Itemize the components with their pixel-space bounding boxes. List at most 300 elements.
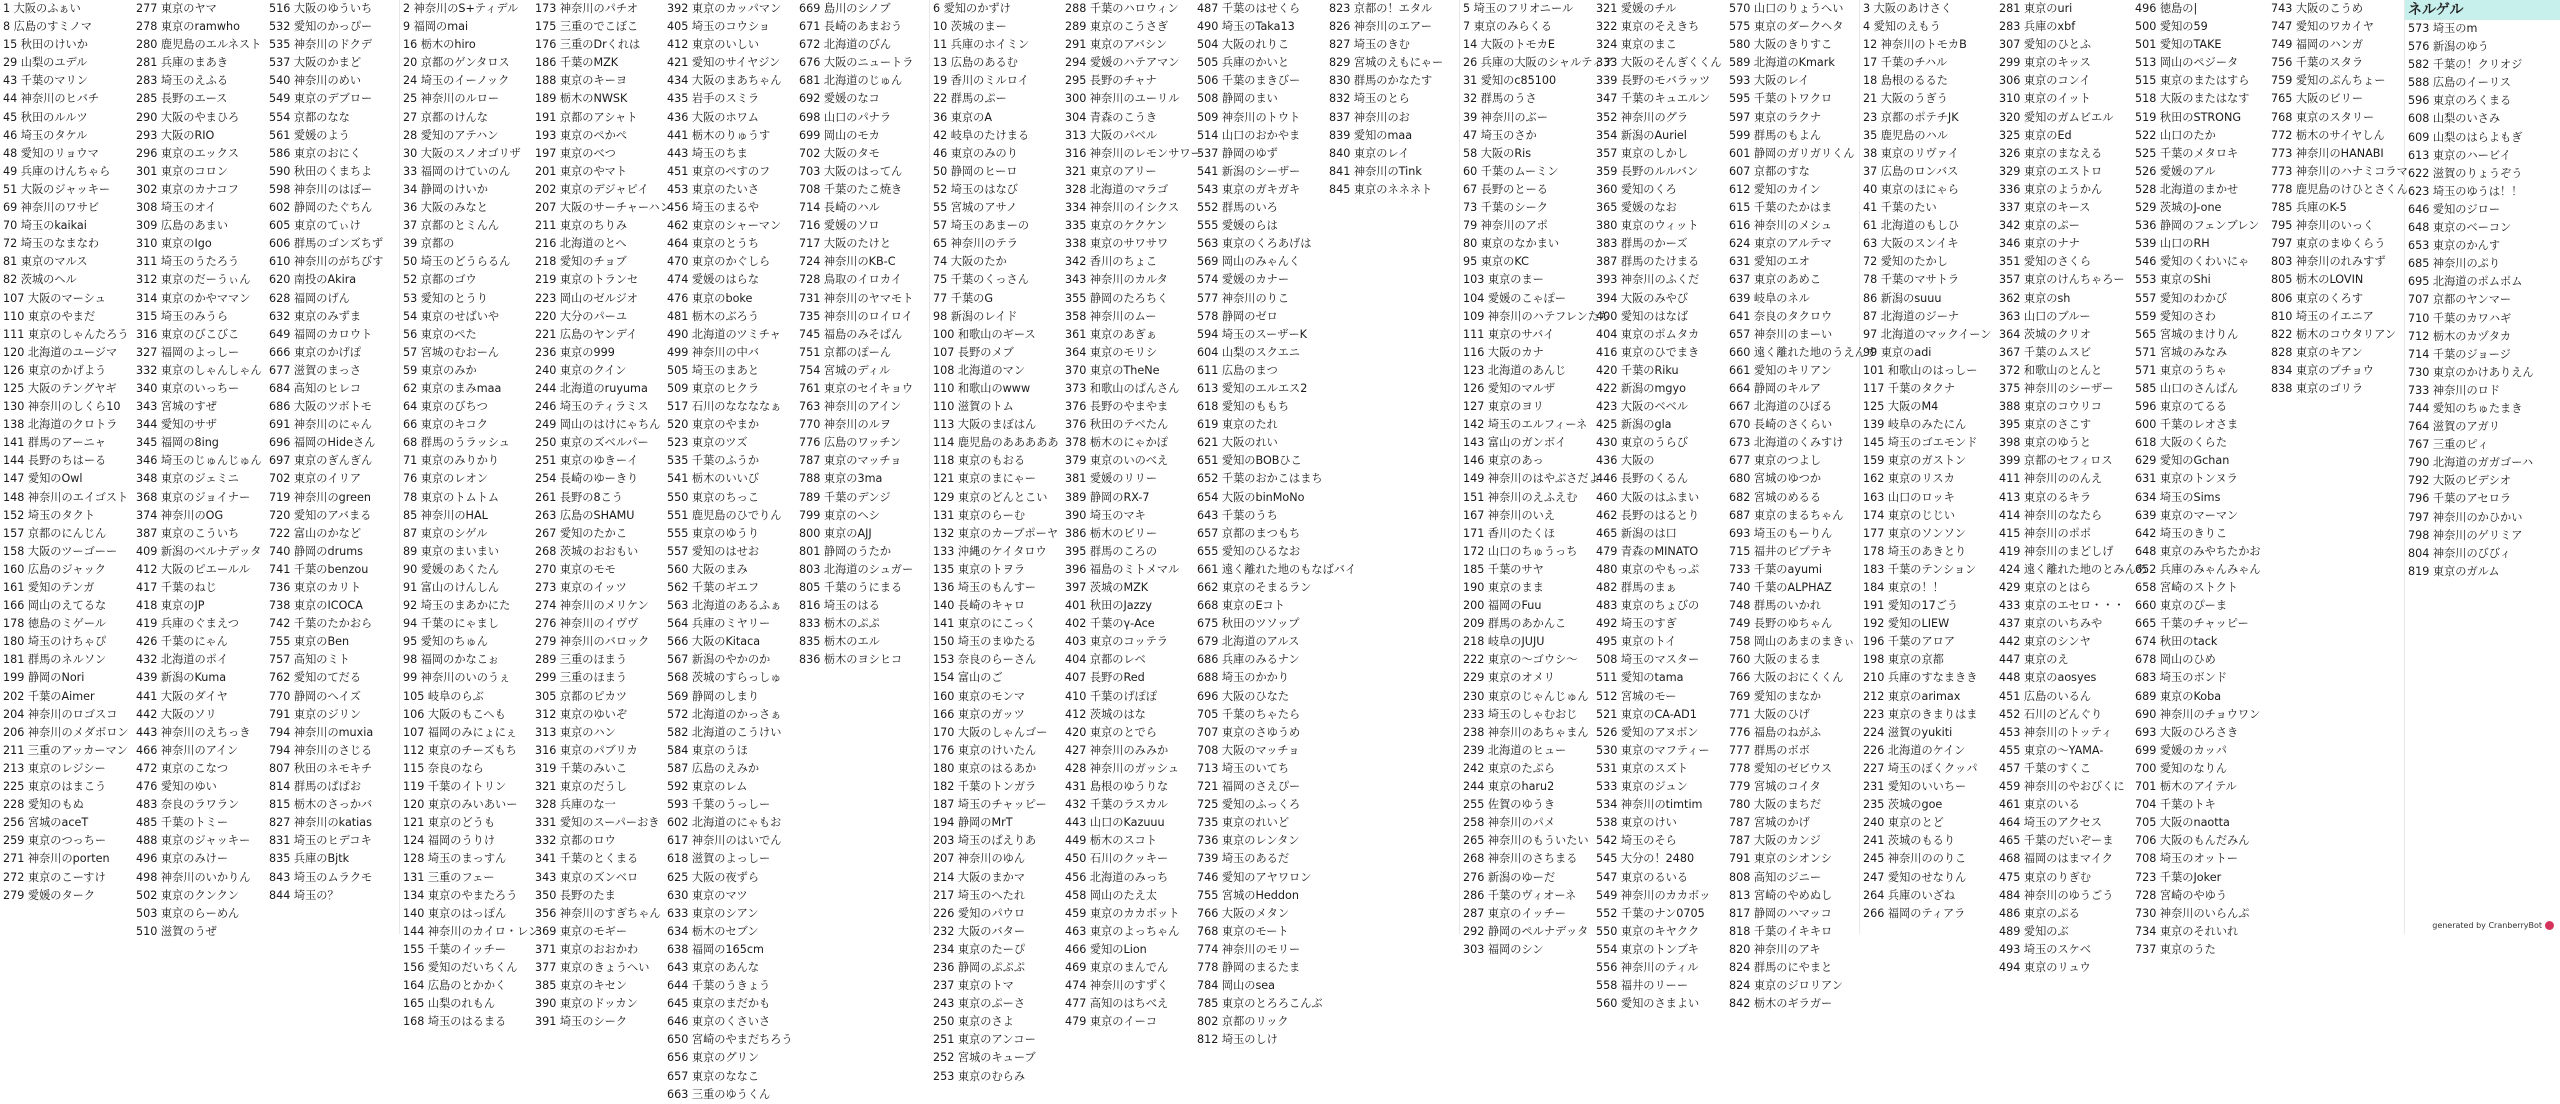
player-entry: 407 長野のRed [1065, 671, 1145, 685]
player-entry: 484 神奈川のゆうごう [1999, 888, 2114, 902]
player-entry: 425 新潟のgla [1596, 418, 1672, 432]
player-entry: 628 福岡のげん [269, 291, 350, 305]
player-entry: 53 愛知のとうり [403, 291, 488, 305]
player-entry: 21 大阪のうぎう [1863, 92, 1948, 106]
player-entry: 310 東京のイット [1999, 92, 2091, 106]
player-entry: 713 埼玉のいてち [1197, 761, 1290, 775]
player-entry: 459 東京のカカボット [1065, 906, 1180, 920]
player-entry: 357 東京のけんちゃろー [1999, 273, 2125, 287]
player-entry: 483 東京のちょびの [1596, 599, 1700, 613]
player-entry: 52 埼玉のはなび [933, 182, 1018, 196]
player-entry: 490 埼玉のTaka13 [1197, 20, 1295, 34]
player-entry: 602 静岡のたぐちん [269, 201, 373, 215]
player-entry: 744 愛知のちゅたまき [2408, 401, 2523, 415]
player-entry: 305 京都のピカツ [535, 689, 628, 703]
player-entry: 549 東京のデブロー [269, 92, 373, 106]
player-entry: 564 兵庫のミヤリー [667, 617, 771, 631]
player-entry: 642 埼玉のきりこ [2135, 526, 2228, 540]
team-section [1460, 0, 1877, 1011]
player-entry: 329 東京のエストロ [1999, 164, 2103, 178]
player-entry: 238 神奈川のあちゃまん [1463, 725, 1589, 739]
player-entry: 140 長崎のキャロ [933, 599, 1026, 613]
player-entry: 185 千葉のサヤ [1463, 562, 1544, 576]
player-entry: 66 東京のキコク [403, 418, 488, 432]
player-entry: 482 群馬のまぁ [1596, 581, 1677, 594]
player-entry: 834 東京のプチョウ [2271, 363, 2374, 377]
player-entry: 754 宮城のディル [799, 363, 891, 377]
player-entry: 34 静岡のけいか [403, 182, 488, 196]
player-entry: 148 神奈川のエイゴスト [3, 490, 129, 504]
player-entry: 119 千葉のイトリン [403, 780, 507, 794]
player-entry: 767 三重のピィ [2408, 438, 2489, 452]
player-entry: 677 滋賀のまっさ [269, 363, 362, 377]
player-entry: 343 東京のズンベロ [535, 870, 639, 884]
player-entry: 78 千葉のマサトラ [1863, 273, 1960, 287]
player-entry: 619 東京のたれ [1197, 418, 1278, 432]
player-entry: 624 東京のアルテマ [1729, 237, 1832, 251]
player-entry: 316 神奈川のレモンサワー [1065, 146, 1202, 160]
player-entry: 641 奈良のタクロウ [1729, 309, 1833, 323]
player-entry: 207 神奈川のゆん [933, 852, 1026, 866]
player-entry: 516 大阪のゆういち [269, 2, 373, 15]
player-entry: 566 大阪のKitaca [667, 635, 761, 649]
player-entry: 551 鹿児島のひでりん [667, 508, 782, 522]
team-roster [1860, 0, 2408, 977]
player-entry: 778 静岡のまるたま [1197, 960, 1301, 974]
player-entry: 609 山梨のはらよもぎ [2408, 130, 2523, 144]
player-entry: 434 大阪のまあちゃん [667, 74, 782, 88]
player-entry: 337 東京のキース [1999, 201, 2091, 215]
player-entry: 196 千葉のアロア [1863, 635, 1956, 649]
player-entry: 320 愛知のガムビエル [1999, 110, 2114, 124]
player-entry: 485 千葉のトミー [136, 816, 229, 830]
player-entry: 760 大阪のまるま [1729, 653, 1822, 667]
player-entry: 496 徳島の| [2135, 2, 2198, 15]
player-entry: 773 神奈川のHANABI [2271, 146, 2384, 160]
player-entry: 743 大阪のこうめ [2271, 2, 2364, 15]
player-entry: 797 東京のまゆくらう [2271, 237, 2386, 251]
player-entry: 517 石川のななななぁ [667, 400, 782, 414]
roster-column [1996, 0, 2147, 977]
player-entry: 187 埼玉のチャッピー [933, 798, 1047, 812]
player-entry: 494 東京のリュウ [1999, 960, 2091, 974]
player-entry: 333 大阪のそんぎくくん [1596, 56, 1722, 70]
player-entry: 550 東京のちっこ [667, 490, 760, 504]
player-entry: 813 宮崎のやめぬし [1729, 888, 1833, 902]
player-entry: 218 愛知のチョブ [535, 255, 627, 269]
player-entry: 443 埼玉のちま [667, 146, 748, 160]
player-entry: 112 東京のチーズもち [403, 743, 517, 757]
player-entry: 660 東京のぴーま [2135, 599, 2228, 613]
team-roster [930, 0, 1459, 1086]
player-entry: 324 東京のまこ [1596, 38, 1677, 52]
player-entry: 686 兵庫のみるナン [1197, 653, 1300, 667]
player-entry: 843 埼玉のムラクモ [269, 870, 373, 884]
player-entry: 136 埼玉のもんすー [933, 581, 1036, 594]
player-entry: 403 東京のコッテラ [1065, 635, 1168, 649]
player-entry: 799 東京のヘシ [799, 508, 880, 522]
player-entry: 442 東京のシンヤ [1999, 635, 2091, 649]
player-entry: 785 東京のとろろこんぶ [1197, 997, 1323, 1011]
player-entry: 845 東京のネネネト [1329, 182, 1433, 196]
player-entry: 264 兵庫のいざね [1863, 888, 1956, 902]
player-entry: 70 埼玉のkaikai [3, 219, 87, 233]
player-entry: 593 千葉のうっしー [667, 798, 771, 812]
player-entry: 355 静岡のたろちく [1065, 291, 1169, 305]
player-entry: 594 埼玉のスーザーK [1197, 327, 1307, 341]
player-entry: 194 静岡のMrT [933, 816, 1013, 830]
player-entry: 560 大阪のまみ [667, 562, 748, 576]
player-entry: 40 東京のほにゃら [1863, 182, 1959, 196]
player-entry: 480 東京のやもっぷ [1596, 562, 1700, 576]
player-entry: 335 東京のケクケン [1065, 219, 1168, 233]
player-entry: 803 北海道のシュガー [799, 562, 914, 576]
player-entry: 449 栃木のスコト [1065, 834, 1158, 848]
player-entry: 213 東京のレジシー [3, 761, 106, 775]
player-entry: 95 東京のKC [1463, 255, 1529, 269]
player-entry: 419 神奈川のまどしげ [1999, 544, 2114, 558]
roster-column [1860, 0, 1996, 977]
player-entry: 721 福岡のさえぴー [1197, 780, 1301, 794]
player-entry: 508 静岡のまい [1197, 92, 1278, 106]
player-entry: 466 神奈川のアイン [136, 743, 239, 757]
player-entry: 830 群馬のかなたす [1329, 74, 1433, 88]
player-entry: 94 千葉のにゃまし [403, 617, 499, 631]
player-entry: 98 福岡のかなこぉ [403, 653, 499, 667]
player-entry: 549 神奈川のカカボッ [1596, 888, 1711, 902]
player-entry: 259 東京のつっちー [3, 834, 107, 848]
player-entry: 216 北海道のとへ [535, 237, 627, 251]
player-entry: 145 埼玉のゴエモンド [1863, 436, 1978, 450]
player-entry: 47 埼玉のさか [1463, 128, 1537, 142]
player-entry: 462 長野のはるとり [1596, 508, 1700, 522]
player-entry: 131 三重のフェー [403, 870, 495, 884]
player-entry: 733 神奈川のロド [2408, 383, 2501, 397]
player-entry: 121 東京のどうも [403, 816, 496, 830]
player-entry: 229 東京のオメリ [1463, 671, 1555, 685]
player-entry: 252 宮城のキューブ [933, 1051, 1036, 1065]
player-entry: 519 秋田のSTRONG [2135, 110, 2242, 124]
player-entry: 82 茨城のヘル [3, 273, 77, 287]
player-entry: 345 福岡の8ing [136, 436, 219, 450]
player-entry: 601 静岡のガリガリくん [1729, 146, 1855, 160]
player-entry: 364 東京のモリシ [1065, 345, 1158, 359]
player-entry: 622 滋賀のりょうぞう [2408, 166, 2523, 180]
player-entry: 672 北海道のびん [799, 38, 892, 52]
player-entry: 316 東京のびこびこ [136, 327, 240, 341]
player-entry: 199 静岡のNori [3, 671, 85, 685]
player-entry: 558 福井のリーー [1596, 979, 1689, 993]
player-entry: 120 東京のみいあいー [403, 798, 518, 812]
player-entry: 476 愛知のゆい [136, 780, 217, 794]
player-entry: 110 滋賀のトム [933, 400, 1014, 414]
player-entry: 731 神奈川のヤマモト [799, 291, 914, 305]
player-entry: 708 大阪のマッチョ [1197, 743, 1300, 757]
player-entry: 529 茨城のJ-one [2135, 201, 2222, 215]
player-entry: 351 愛知のさくら [1999, 255, 2092, 269]
player-entry: 328 兵庫のな一 [535, 798, 616, 812]
player-entry: 293 大阪のRIO [136, 128, 215, 142]
player-entry: 120 北海道のユージマ [3, 345, 118, 359]
roster-column [266, 0, 399, 941]
player-entry: 60 千葉のムーミン [1463, 164, 1559, 178]
player-entry: 189 栃木のNWSK [535, 92, 628, 106]
player-entry: 388 東京のコウリコ [1999, 400, 2102, 414]
player-entry: 479 東京のイーコ [1065, 1015, 1158, 1029]
player-entry: 392 東京のカッパマン [667, 2, 782, 15]
player-entry: 244 東京のharu2 [1463, 780, 1555, 794]
player-entry: 268 茨城のおおもい [535, 544, 639, 558]
player-entry: 818 千葉のイキキロ [1729, 924, 1833, 938]
player-entry: 211 三重のアッカーマン [3, 743, 128, 757]
player-entry: 100 和歌山のギース [933, 327, 1036, 341]
player-entry: 101 和歌山のはっしー [1863, 363, 1978, 377]
player-entry: 79 神奈川のアポ [1463, 219, 1548, 233]
team-header: ネルゲル [2405, 0, 2560, 20]
player-entry: 587 広島のえみか [667, 761, 760, 775]
player-entry: 184 東京の！！ [1863, 581, 1944, 594]
player-entry: 413 東京のるキラ [1999, 490, 2092, 504]
player-entry: 656 東京のグリン [667, 1051, 760, 1065]
player-entry: 596 東京のろくまる [2408, 94, 2512, 108]
player-entry: 730 神奈川のいらんぷ [2135, 906, 2250, 920]
player-entry: 380 東京のウィット [1596, 219, 1699, 233]
player-entry: 705 千葉のちゃたら [1197, 707, 1301, 721]
team-roster [1460, 0, 1877, 1013]
player-entry: 151 神奈川のえふえむ [1463, 490, 1578, 504]
player-entry: 175 三重のでこぼこ [535, 20, 639, 34]
player-entry: 836 栃木のヨシヒコ [799, 653, 903, 667]
player-entry: 144 長野のちはーる [3, 454, 107, 468]
player-entry: 841 神奈川のTink [1329, 164, 1422, 178]
player-entry: 555 東京のゆうり [667, 526, 760, 540]
player-entry: 344 愛知のサザ [136, 418, 217, 432]
player-entry: 97 北海道のマックイーン [1863, 327, 1992, 341]
player-entry: 241 茨城のもるり [1863, 834, 1956, 848]
player-entry: 474 神奈川のすずく [1065, 979, 1169, 993]
player-entry: 552 群馬のいろ [1197, 201, 1278, 215]
player-entry: 589 北海道のKmark [1729, 56, 1835, 70]
player-entry: 76 東京のレオン [403, 472, 488, 486]
player-entry: 616 神奈川のメシュ [1729, 219, 1832, 233]
roster-column [0, 0, 133, 941]
player-entry: 256 宮城のaceT [3, 816, 89, 830]
player-entry: 279 神奈川のバロック [535, 635, 650, 649]
player-entry: 207 大阪のサーチャーハン [535, 201, 671, 215]
player-entry: 98 新潟のレイド [933, 309, 1018, 323]
player-entry: 139 岐阜のみたにん [1863, 418, 1967, 432]
player-entry: 309 広島のあまい [136, 219, 229, 233]
player-entry: 715 福井のピプテキ [1729, 544, 1833, 558]
player-entry: 667 北海道のひぼる [1729, 400, 1833, 414]
player-entry: 590 秋田のくまちよ [269, 164, 373, 178]
player-entry: 838 東京のゴリラ [2271, 381, 2364, 395]
player-entry: 65 神奈川のテラ [933, 237, 1018, 251]
player-entry: 304 青森のこうき [1065, 110, 1158, 124]
player-entry: 171 香川のたくほ [1463, 526, 1556, 540]
player-entry: 757 高知のミト [269, 653, 350, 667]
player-entry: 138 北海道のクロトラ [3, 418, 118, 432]
player-entry: 828 東京のキアン [2271, 345, 2363, 359]
player-entry: 804 神奈川のびびィ [2408, 546, 2511, 560]
player-entry: 452 石川のどんぐり [1999, 707, 2103, 721]
player-entry: 470 東京のかぐしら [667, 255, 771, 269]
player-entry: 714 長崎のハル [799, 201, 880, 215]
player-entry: 710 千葉のカワハギ [2408, 311, 2512, 325]
player-entry: 489 愛知のぶ [1999, 924, 2069, 938]
player-entry: 377 東京のきょうへい [535, 960, 650, 974]
roster-column [796, 0, 928, 1104]
player-entry: 805 千葉のうにまる [799, 581, 903, 594]
player-entry: 301 東京のコロン [136, 164, 229, 178]
player-entry: 143 富山のガンボイ [1463, 436, 1567, 450]
player-entry: 263 広島のSHAMU [535, 508, 635, 522]
player-entry: 827 埼玉のきむ [1329, 38, 1410, 52]
player-entry: 751 京都のぽーん [799, 345, 892, 359]
player-entry: 107 福岡のみにょにぇ [403, 725, 517, 739]
player-entry: 657 東京のななこ [667, 1069, 760, 1083]
player-entry: 699 愛媛のカッパ [2135, 743, 2227, 757]
player-entry: 606 群馬のゴンズちず [269, 237, 384, 251]
roster-column [2405, 20, 2560, 581]
player-entry: 398 東京のゆうと [1999, 436, 2092, 450]
player-entry: 664 静岡のキルア [1729, 381, 1821, 395]
player-entry: 701 栃木のアイテル [2135, 780, 2237, 794]
player-entry: 164 広島のとかかく [403, 979, 507, 993]
roster-column [1062, 0, 1202, 1086]
player-entry: 71 東京のみりかり [403, 454, 500, 468]
player-entry: 696 大阪のひなた [1197, 689, 1290, 703]
player-entry: 764 滋賀のアガリ [2408, 420, 2500, 434]
player-entry: 177 東京のソンソン [1863, 526, 1966, 540]
player-entry: 457 千葉のすくこ [1999, 761, 2092, 775]
player-entry: 415 神奈川のポポ [1999, 526, 2092, 540]
player-entry: 22 群馬のぷー [933, 92, 1007, 106]
player-entry: 307 愛知のひとふ [1999, 38, 2092, 52]
player-entry: 639 岐阜のネル [1729, 291, 1810, 305]
player-entry: 172 山口のちゅうっち [1463, 544, 1578, 558]
player-entry: 453 東京のたいさ [667, 182, 760, 196]
player-entry: 134 東京のやまたろう [403, 888, 518, 902]
player-entry: 348 東京のジェミニ [136, 472, 239, 486]
player-entry: 404 東京のポムタカ [1596, 327, 1700, 341]
player-entry: 72 埼玉のなまなわ [3, 237, 100, 251]
player-entry: 373 和歌山のぱんさん [1065, 381, 1180, 395]
player-entry: 37 京都のとミんん [403, 219, 500, 233]
player-entry: 56 東京のぺた [403, 327, 477, 341]
player-entry: 223 岡山のゼルジオ [535, 291, 638, 305]
player-entry: 683 埼玉のボンド [2135, 671, 2228, 685]
player-entry: 806 東京のくろす [2271, 291, 2364, 305]
player-entry: 432 千葉のラスカル [1065, 798, 1168, 812]
player-entry: 795 神奈川のいっく [2271, 219, 2375, 233]
player-entry: 607 京都のすな [1729, 164, 1810, 178]
player-entry: 469 東京のまんでん [1065, 960, 1169, 974]
player-entry: 433 東京のエセロ・・・ [1999, 599, 2125, 613]
player-entry: 365 愛媛のなお [1596, 201, 1677, 215]
roster-column [532, 0, 671, 1104]
team-section [1860, 0, 2408, 974]
player-entry: 57 埼玉のあまーの [933, 219, 1030, 233]
player-entry: 63 大阪のスンイキ [1863, 237, 1959, 251]
player-entry: 31 愛知のc85100 [1463, 74, 1557, 88]
player-entry: 144 神奈川のカイロ・レン [403, 924, 540, 938]
player-entry: 280 鹿児島のエルネスト [136, 38, 262, 52]
player-entry: 46 東京のみのり [933, 146, 1018, 160]
player-entry: 458 岡山のたえ太 [1065, 888, 1158, 902]
player-entry: 819 東京のガルム [2408, 564, 2500, 578]
player-entry: 391 埼玉のシーク [535, 1015, 628, 1029]
player-entry: 768 東京のモート [1197, 924, 1289, 938]
player-entry: 57 宮城のむおーん [403, 345, 500, 359]
player-entry: 46 埼玉のタケル [3, 128, 88, 142]
player-entry: 12 神奈川のトモカB [1863, 38, 1967, 52]
player-entry: 361 東京のあぎぁ [1065, 327, 1158, 341]
player-entry: 669 島川のシノブ [799, 2, 891, 15]
player-entry: 41 千葉のたい [1863, 201, 1937, 215]
player-entry: 543 東京のガキガキ [1197, 182, 1301, 196]
player-entry: 350 長野のたま [535, 888, 616, 902]
player-entry: 223 東京のきまりはま [1863, 707, 1978, 721]
player-entry: 670 長崎のさくらい [1729, 418, 1833, 432]
player-entry: 495 東京のトイ [1596, 635, 1677, 649]
player-entry: 423 大阪のベベル [1596, 400, 1689, 414]
player-entry: 597 東京のラクナ [1729, 110, 1822, 124]
player-entry: 463 東京のよっちゃん [1065, 924, 1180, 938]
player-entry: 296 東京のエックス [136, 146, 239, 160]
player-entry: 87 東京のシゲル [403, 526, 488, 540]
player-entry: 623 埼玉のゆうは！！ [2408, 184, 2523, 198]
roster-column [2268, 0, 2408, 977]
roster-column [1326, 0, 1458, 1086]
player-entry: 190 東京のまま [1463, 581, 1544, 594]
player-entry: 615 千葉のたかはま [1729, 201, 1833, 215]
player-entry: 554 東京のトンブキ [1596, 942, 1699, 956]
player-entry: 472 東京のこなつ [136, 761, 229, 775]
player-entry: 372 和歌山のとんと [1999, 363, 2103, 377]
player-entry: 362 東京のsh [1999, 291, 2071, 305]
player-entry: 299 東京のキッス [1999, 56, 2091, 70]
player-entry: 302 東京のカナコフ [136, 182, 239, 196]
player-entry: 756 千葉のスタラ [2271, 56, 2364, 70]
team-roster [400, 0, 929, 1104]
player-entry: 2 神奈川のS+ティデル [403, 2, 519, 15]
player-entry: 375 神奈川のシーザー [1999, 381, 2114, 395]
player-entry: 62 東京のまみmaa [403, 381, 502, 395]
player-entry: 704 千葉のトキ [2135, 798, 2216, 812]
player-entry: 451 広島のいるん [1999, 689, 2092, 703]
player-entry: 32 群馬のうさ [1463, 92, 1537, 106]
player-entry: 242 東京のたぷら [1463, 761, 1556, 775]
player-entry: 99 東京のadi [1863, 345, 1932, 359]
player-entry: 714 千葉のジョージ [2408, 347, 2511, 361]
player-entry: 464 埼玉のアクセス [1999, 816, 2102, 830]
player-entry: 395 群馬のころの [1065, 544, 1158, 558]
player-entry: 466 愛知のLion [1065, 942, 1147, 956]
player-entry: 787 宮城のかげ [1729, 816, 1810, 830]
player-entry: 785 兵庫のK-5 [2271, 201, 2347, 215]
player-entry: 605 東京のてぃけ [269, 219, 361, 233]
player-entry: 705 大阪のnaotta [2135, 816, 2230, 830]
player-entry: 613 愛知のエルエス2 [1197, 381, 1308, 395]
player-entry: 784 岡山のsea [1197, 979, 1276, 993]
player-entry: 253 東京のむらみ [933, 1069, 1026, 1083]
player-entry: 17 千葉のチハル [1863, 56, 1948, 70]
team-section [930, 0, 1460, 1083]
player-entry: 763 神奈川のアイン [799, 400, 902, 414]
player-entry: 218 岐阜のJUJU [1463, 635, 1545, 649]
player-entry: 35 鹿児島のハル [1863, 128, 1948, 142]
